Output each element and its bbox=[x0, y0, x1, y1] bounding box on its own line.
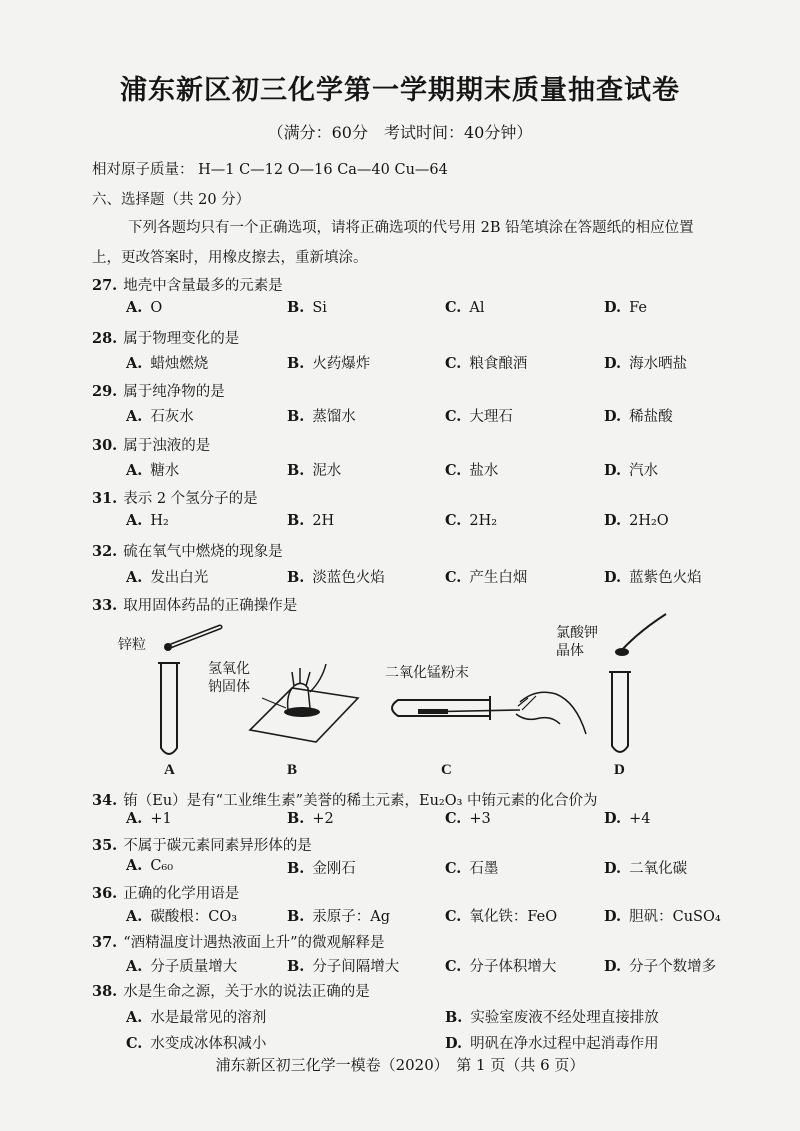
option-38a: A. 水是最常见的溶剂 bbox=[126, 1009, 267, 1026]
option-29a: A. 石灰水 bbox=[126, 408, 194, 425]
option-28d: D. 海水晒盐 bbox=[604, 355, 688, 372]
question-33: 33. 取用固体药品的正确操作是 bbox=[92, 597, 298, 614]
option-32b: B. 淡蓝色火焰 bbox=[287, 569, 385, 586]
question-31: 31. 表示 2 个氢分子的是 bbox=[92, 490, 258, 507]
option-28b: B. 火药爆炸 bbox=[287, 355, 371, 372]
option-30d: D. 汽水 bbox=[604, 462, 659, 479]
option-36a: A. 碳酸根：CO₃ bbox=[126, 908, 238, 925]
option-34d: D. +4 bbox=[604, 810, 651, 827]
page-footer: 浦东新区初三化学一模卷（2020） 第 1 页（共 6 页） bbox=[215, 1056, 585, 1074]
figure-letter-c: C bbox=[441, 762, 452, 778]
question-36: 36. 正确的化学用语是 bbox=[92, 885, 240, 902]
label-naoh-line2: 钠固体 bbox=[208, 679, 250, 695]
question-29: 29. 属于纯净物的是 bbox=[92, 383, 225, 400]
atomic-masses: 相对原子质量： H—1 C—12 O—16 Ca—40 Cu—64 bbox=[92, 162, 448, 178]
question-27: 27. 地壳中含量最多的元素是 bbox=[92, 277, 283, 294]
figure-letter-a: A bbox=[164, 762, 175, 778]
option-34a: A. +1 bbox=[126, 810, 172, 827]
option-27d: D. Fe bbox=[604, 299, 647, 316]
option-37b: B. 分子间隔增大 bbox=[287, 958, 400, 975]
figure-letter-b: B bbox=[287, 762, 298, 778]
option-30c: C. 盐水 bbox=[445, 462, 499, 479]
instructions-line1: 下列各题均只有一个正确选项，请将正确选项的代号用 2B 铅笔填涂在答题纸的相应位置 bbox=[128, 220, 694, 236]
figure-d-test-tube-spoon bbox=[590, 608, 680, 758]
option-31c: C. 2H₂ bbox=[445, 512, 498, 529]
option-38c: C. 水变成冰体积减小 bbox=[126, 1035, 267, 1052]
option-36d: D. 胆矾：CuSO₄ bbox=[604, 908, 721, 925]
label-mno2: 二氧化锰粉末 bbox=[385, 665, 469, 681]
option-37d: D. 分子个数增多 bbox=[604, 958, 717, 975]
label-zinc: 锌粒 bbox=[118, 637, 146, 653]
option-38d: D. 明矾在净水过程中起消毒作用 bbox=[445, 1035, 659, 1052]
label-naoh-line1: 氢氧化 bbox=[208, 661, 250, 677]
option-28c: C. 粮食酿酒 bbox=[445, 355, 528, 372]
option-27c: C. Al bbox=[445, 299, 485, 316]
question-32: 32. 硫在氧气中燃烧的现象是 bbox=[92, 543, 283, 560]
option-32a: A. 发出白光 bbox=[126, 569, 209, 586]
figure-c-horizontal-tube bbox=[380, 680, 590, 750]
option-30b: B. 泥水 bbox=[287, 462, 342, 479]
question-28: 28. 属于物理变化的是 bbox=[92, 330, 240, 347]
section-heading: 六、选择题（共 20 分） bbox=[92, 192, 251, 208]
figure-b-hand-on-paper bbox=[230, 650, 370, 750]
option-37c: C. 分子体积增大 bbox=[445, 958, 557, 975]
label-kclo3-line2: 晶体 bbox=[556, 643, 584, 659]
option-38b: B. 实验室废液不经处理直接排放 bbox=[445, 1009, 659, 1026]
option-35b: B. 金刚石 bbox=[287, 860, 356, 877]
option-35c: C. 石墨 bbox=[445, 860, 499, 877]
option-30a: A. 糖水 bbox=[126, 462, 180, 479]
option-36b: B. 汞原子：Ag bbox=[287, 908, 391, 925]
question-37: 37. “酒精温度计遇热液面上升”的微观解释是 bbox=[92, 934, 385, 951]
option-31a: A. H₂ bbox=[126, 512, 169, 529]
option-29c: C. 大理石 bbox=[445, 408, 513, 425]
page-title: 浦东新区初三化学第一学期期末质量抽查试卷 bbox=[120, 75, 680, 106]
label-kclo3-line1: 氯酸钾 bbox=[556, 625, 598, 641]
question-30: 30. 属于浊液的是 bbox=[92, 437, 211, 454]
option-27a: A. O bbox=[126, 299, 163, 316]
question-38: 38. 水是生命之源，关于水的说法正确的是 bbox=[92, 983, 370, 1000]
option-31b: B. 2H bbox=[287, 512, 335, 529]
option-37a: A. 分子质量增大 bbox=[126, 958, 238, 975]
option-34c: C. +3 bbox=[445, 810, 491, 827]
option-35a: A. C₆₀ bbox=[126, 857, 174, 874]
option-27b: B. Si bbox=[287, 299, 327, 316]
option-32c: C. 产生白烟 bbox=[445, 569, 528, 586]
question-34: 34. 铕（Eu）是有“工业维生素”美誉的稀土元素，Eu₂O₃ 中铕元素的化合价为 bbox=[92, 792, 598, 809]
exam-subtitle: （满分：60分 考试时间：40分钟） bbox=[267, 123, 533, 142]
option-31d: D. 2H₂O bbox=[604, 512, 669, 529]
option-35d: D. 二氧化碳 bbox=[604, 860, 688, 877]
option-29d: D. 稀盐酸 bbox=[604, 408, 673, 425]
instructions-line2: 上，更改答案时，用橡皮擦去，重新填涂。 bbox=[92, 250, 368, 266]
option-36c: C. 氧化铁：FeO bbox=[445, 908, 558, 925]
option-29b: B. 蒸馏水 bbox=[287, 408, 356, 425]
figure-letter-d: D bbox=[614, 762, 625, 778]
option-34b: B. +2 bbox=[287, 810, 334, 827]
question-35: 35. 不属于碳元素同素异形体的是 bbox=[92, 837, 312, 854]
option-28a: A. 蜡烛燃烧 bbox=[126, 355, 209, 372]
option-32d: D. 蓝紫色火焰 bbox=[604, 569, 702, 586]
